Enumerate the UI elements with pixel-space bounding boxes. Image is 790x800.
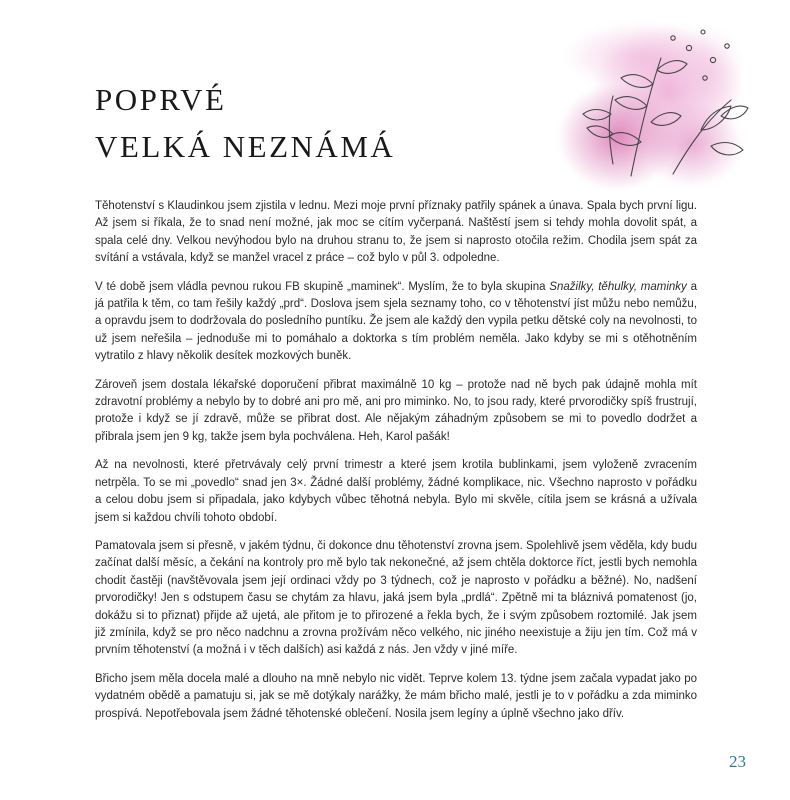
chapter-title-line2: VELKÁ NEZNÁMÁ xyxy=(95,129,396,164)
paragraph-3: Zároveň jsem dostala lékařské doporučení přibrat maximálně 10 kg – protože nad ně bych pak údajně mohla mít zdravotní problémy a nebylo by to dobré ani pro mě, ani pro miminko. No, to jsou rady, které prvorodičky spíš frustrují, protože i když se jí zdravě, může se přibrat dost. Ale nějakým záhadným způsobem se mi to povedlo dodržet a přibrala jsem jen 9 kg, takže jsem byla pochválena. Heh, Karol pašák! xyxy=(95,378,697,443)
paragraph-2-group-name: Snažilky, těhulky, maminky xyxy=(549,280,687,293)
paragraph-2-pre: V té době jsem vládla pevnou rukou FB skupině „maminek“. Myslím, že to byla skupina xyxy=(95,280,550,293)
paragraph-5: Pamatovala jsem si přesně, v jakém týdnu, či dokonce dnu těhotenství zrovna jsem. Spolehlivě jsem věděla, kdy budu začínat další měsíc, a čekání na kontroly pro mě bylo tak nekonečné, až jsem chtěla doktorce říct, jestli bych nemohla chodit častěji (navštěvovala jsem její ordinaci vždy po 3 týdnech, což je naprosto v pořádku a běžné). No, nadšení prvorodičky! Jen s odstupem času se chytám za hlavu, jaká jsem byla „prdlá“. Zpětně mi ta bláznivá pomatenost (jo, dokážu si to přiznat) přijde až ujetá, ale přitom je to přirozené a řekla bych, že i svým způsobem roztomilé. Jak jsem již zmínila, když se pro něco nadchnu a zrovna prožívám něco velkého, nic jiného neexistuje a žiju jen tím. Což má v prvním těhotenství (a možná i v těch dalších) asi každá z nás. Jen vždy v jiné míře. xyxy=(95,539,697,657)
body-text xyxy=(95,198,697,723)
paragraph-2-post: a já patřila k těm, co tam řešily každý „prd“. Doslova jsem sjela seznamy toho, co v těhotenství jíst můžu nebo nemůžu, a opravdu jsem to dodržovala do posledního puntíku. Že jsem ale každý den vypila petku dětské coly na nevolnosti, to už jsem neřešila – jednoduše mi to pomáhalo a doktorka s tím problém neměla. Jako kdyby se mi s otěhotněním vytratilo z hlavy několik desítek mozkových buněk. xyxy=(95,280,697,363)
paragraph-4: Až na nevolnosti, které přetrvávaly celý první trimestr a které jsem krotila bublinkami, jsem vyloženě zvracením netrpěla. To se mi „povedlo“ snad jen 3×. Žádné další problémy, žádné komplikace, nic. Všechno naprosto v pořádku a celou dobu jsem si připadala, jako kdybych vůbec těhotná nebyla. Bylo mi skvěle, cítila jsem se krásná a užívala jsem si každou chvíli tohoto období. xyxy=(95,459,697,524)
paragraph-1: Těhotenství s Klaudinkou jsem zjistila v lednu. Mezi moje první příznaky patřily spánek a únava. Spala bych první ligu. Až jsem si říkala, že to snad není možné, jak moc se cítím vyčerpaná. Naštěstí jsem si tehdy mohla dovolit spát, a spala celé dny. Velkou nevýhodou bylo na druhou stranu to, že jsem si naprosto otočila režim. Chodila jsem spát za svítání a vstávala, když se manžel vracel z práce – což bylo v půl 3. odpoledne. xyxy=(95,200,697,265)
page-content xyxy=(95,76,697,723)
paragraph-2 xyxy=(95,279,697,366)
paragraph-6: Břicho jsem měla docela malé a dlouho na mně nebylo nic vidět. Teprve kolem 13. týdne jsem začala vypadat jako po vydatném obědě a pamatuju si, jak se mě dotýkaly narážky, že mám břicho malé, jestli je to v pořádku a zda miminko prospívá. Nepotřebovala jsem žádné těhotenské oblečení. Nosila jsem legíny a úplně všechno jako dřív. xyxy=(95,672,697,720)
chapter-title-line1: POPRVÉ xyxy=(95,82,227,117)
chapter-title xyxy=(95,76,697,170)
page-number: 23 xyxy=(729,752,746,771)
